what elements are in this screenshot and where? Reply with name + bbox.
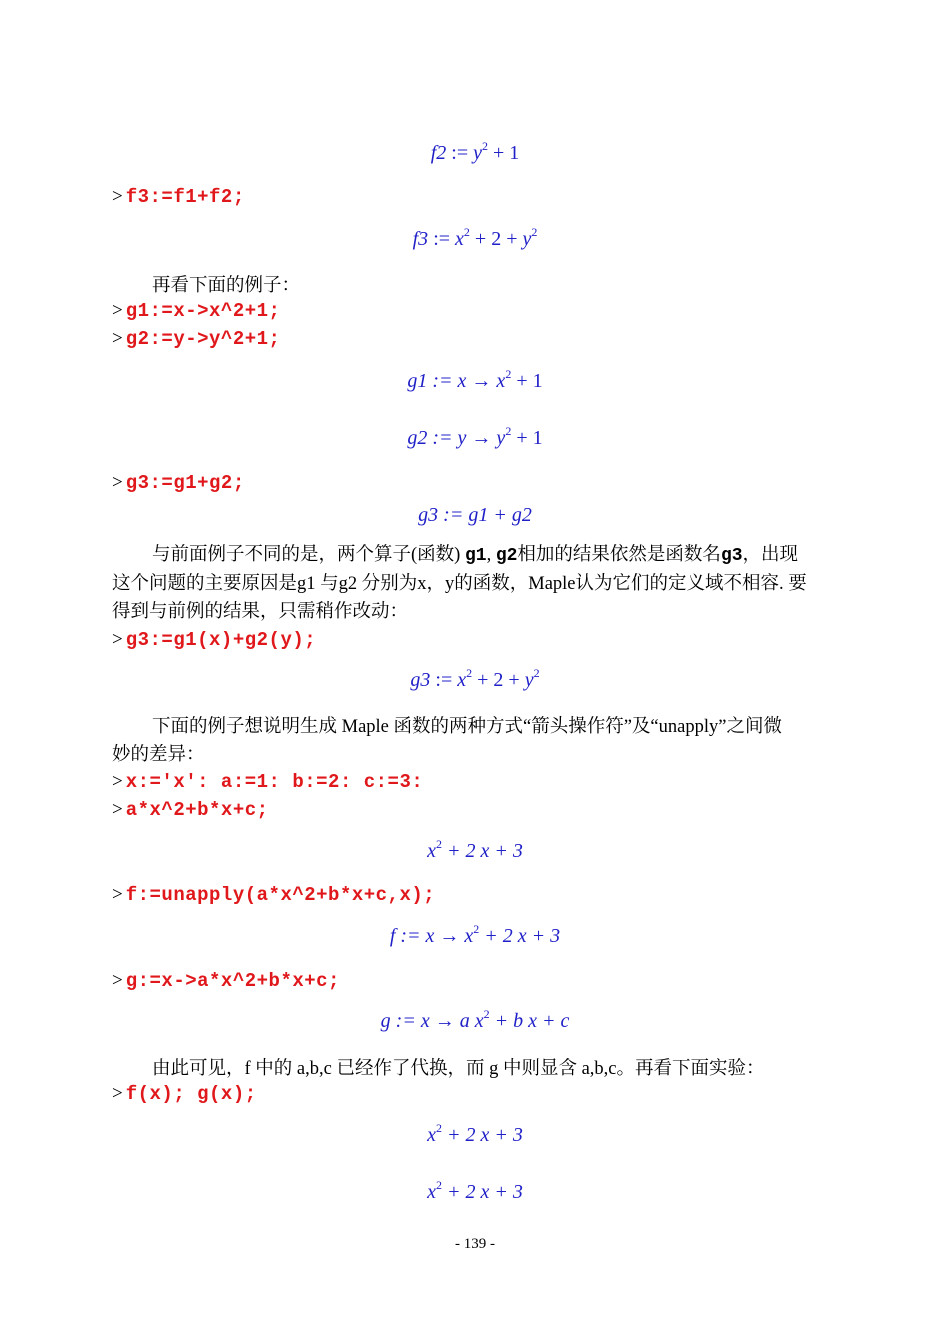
output-body: g3 := g1 + g2 (418, 504, 532, 526)
paragraph-text: 这个问题的主要原因是g1 与g2 分别为x，y的函数，Maple认为它们的定义域不相容. 要 (112, 574, 807, 594)
output-var: x (455, 228, 464, 250)
output-g (0, 1007, 950, 1033)
output-exp: 2 (436, 837, 442, 851)
command-line-g3[interactable] (112, 472, 842, 494)
output-poly (0, 837, 950, 863)
output-lhs: f3 (412, 228, 429, 250)
prompt-symbol: > (112, 771, 123, 792)
assign-op: := (451, 142, 469, 164)
output-rest: + 1 (516, 370, 543, 392)
output-exp: 2 (436, 1178, 442, 1192)
output-mid: + 2 + (474, 228, 518, 250)
paragraph-text: 由此可见，f 中的 a,b,c 已经作了代换，而 g 中则显含 a,b,c。再看下面实验： (152, 1059, 765, 1079)
paragraph-text: ，出现 (742, 545, 799, 565)
output-var: y (473, 142, 482, 164)
paragraph-text: 妙的差异： (112, 745, 205, 765)
output-exp: 2 (483, 1007, 490, 1021)
paragraph-text: 再看下面的例子： (152, 276, 301, 296)
output-lhs: g (380, 1010, 391, 1032)
inline-code: g3 (720, 546, 743, 566)
paragraph-intro (112, 272, 842, 300)
assign-op: := (435, 669, 453, 691)
output-body: := x → x (432, 370, 506, 392)
output-rest: + 2 x + 3 (447, 1124, 523, 1146)
prompt-symbol: > (112, 799, 123, 820)
command-line-arrow[interactable] (112, 970, 842, 992)
output-var: y (522, 228, 532, 250)
paragraph-text: , (486, 545, 496, 565)
output-rest: + 2 x + 3 (484, 925, 561, 947)
prompt-symbol: > (112, 1083, 123, 1104)
assign-op: := (433, 228, 451, 250)
output-var: x (427, 1181, 436, 1203)
output-g3-expanded (0, 666, 950, 692)
command-line-f3[interactable] (112, 186, 842, 208)
output-g1 (0, 367, 950, 393)
paragraph-explanation (112, 541, 842, 626)
output-var: x (427, 840, 436, 862)
output-var: x (427, 1124, 436, 1146)
prompt-symbol: > (112, 186, 123, 207)
output-rest: + 2 x + 3 (447, 1181, 523, 1203)
output-lhs: g1 (407, 370, 428, 392)
command-line-poly[interactable] (112, 799, 842, 821)
paragraph-text: 相加的结果依然是函数名 (517, 545, 721, 565)
prompt-symbol: > (112, 300, 123, 321)
prompt-symbol: > (112, 472, 123, 493)
page-number: - 139 - (455, 1236, 495, 1252)
output-mid: + 2 + (477, 669, 520, 691)
output-fx (0, 1121, 950, 1147)
command-text[interactable]: g3:=g1(x)+g2(y); (125, 629, 317, 651)
output-var: x (457, 669, 467, 691)
command-text[interactable]: x:='x': a:=1: b:=2: c:=3: (125, 771, 424, 793)
command-line-assign[interactable] (112, 771, 842, 793)
prompt-symbol: > (112, 328, 123, 349)
output-g2 (0, 424, 950, 450)
output-gx (0, 1178, 950, 1204)
command-text[interactable]: g:=x->a*x^2+b*x+c; (125, 970, 340, 992)
output-body: := x → a x (395, 1010, 484, 1032)
paragraph-text: 得到与前例的结果，只需稍作改动： (112, 602, 409, 622)
output-rest: + 1 (493, 142, 520, 164)
output-exp: 2 (473, 922, 480, 936)
output-exp: 2 (482, 139, 488, 153)
paragraph-arrow-vs-unapply (112, 713, 842, 769)
output-f2 (0, 139, 950, 165)
output-exp: 2 (436, 1121, 442, 1135)
prompt-symbol: > (112, 884, 123, 905)
command-line-eval[interactable] (112, 1083, 842, 1105)
command-text[interactable]: g3:=g1+g2; (125, 472, 245, 494)
output-g3-symbolic (0, 504, 950, 527)
output-f (0, 922, 950, 948)
prompt-symbol: > (112, 970, 123, 991)
output-body: := y → y (432, 427, 506, 449)
output-lhs: g3 (410, 669, 431, 691)
output-var: y (524, 669, 534, 691)
output-exp: 2 (531, 225, 538, 239)
output-rest: + 1 (516, 427, 543, 449)
output-exp: 2 (505, 367, 512, 381)
command-text[interactable]: a*x^2+b*x+c; (125, 799, 269, 821)
command-text[interactable]: g1:=x->x^2+1; (125, 300, 281, 322)
output-exp: 2 (466, 666, 473, 680)
paragraph-conclusion (112, 1055, 842, 1083)
output-lhs: f2 (430, 142, 447, 164)
output-exp: 2 (505, 424, 512, 438)
output-lhs: f (389, 925, 396, 947)
paragraph-text: 下面的例子想说明生成 Maple 函数的两种方式“箭头操作符”及“unapply”之间微 (152, 717, 782, 737)
inline-code: g2 (495, 546, 518, 566)
inline-code: g1 (464, 546, 487, 566)
command-line-g1[interactable] (112, 300, 842, 322)
command-text[interactable]: f:=unapply(a*x^2+b*x+c,x); (125, 884, 436, 906)
output-lhs: g2 (407, 427, 428, 449)
output-exp: 2 (533, 666, 540, 680)
command-text[interactable]: f3:=f1+f2; (125, 186, 245, 208)
command-line-g3-revised[interactable] (112, 629, 842, 651)
output-body: := x → x (400, 925, 474, 947)
paragraph-text: 与前面例子不同的是，两个算子(函数) (152, 545, 465, 565)
command-text[interactable]: g2:=y->y^2+1; (125, 328, 281, 350)
command-text[interactable]: f(x); g(x); (125, 1083, 257, 1105)
output-rest: + b x + c (494, 1010, 570, 1032)
output-f3 (0, 225, 950, 251)
prompt-symbol: > (112, 629, 123, 650)
output-exp: 2 (463, 225, 470, 239)
command-line-g2[interactable] (112, 328, 842, 350)
command-line-unapply[interactable] (112, 884, 842, 906)
output-rest: + 2 x + 3 (447, 840, 523, 862)
